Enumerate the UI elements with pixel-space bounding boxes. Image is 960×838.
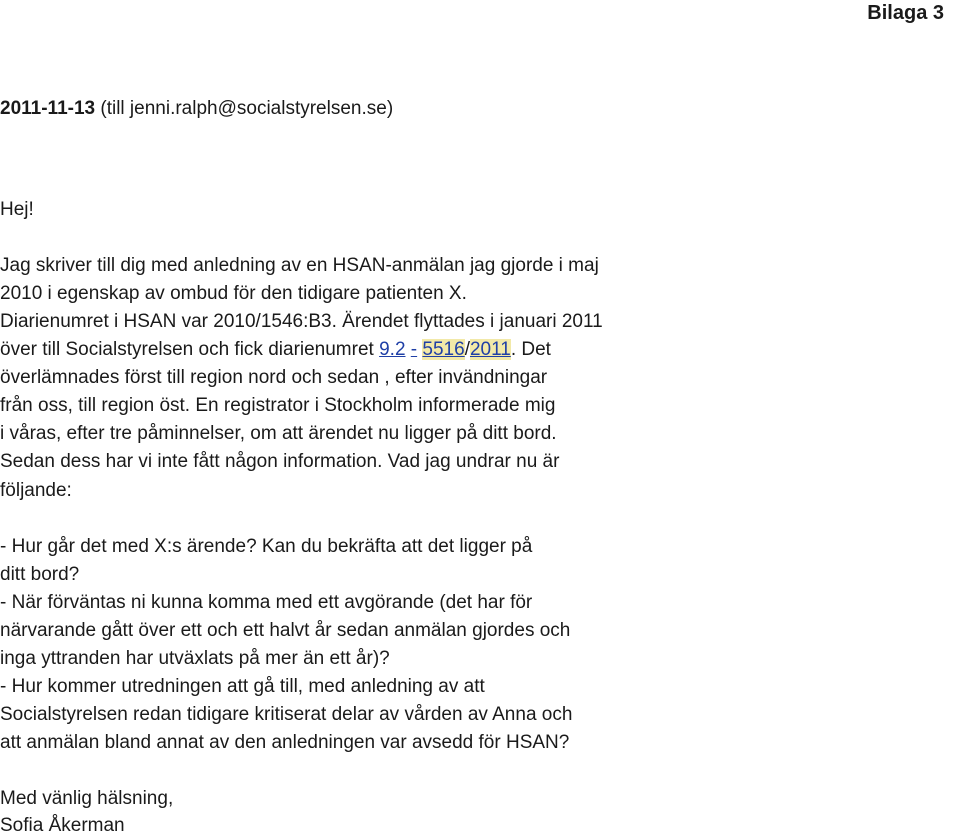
body-line: överlämnades först till region nord och sedan , efter invändningar <box>0 367 548 388</box>
email-date-line <box>0 97 393 121</box>
reference-dash-link[interactable]: - <box>410 339 418 360</box>
reference-number-line: över till Socialstyrelsen och fick diarienumret 9.2 - 5516/2011. Det <box>0 339 551 360</box>
body-text: . Det <box>510 339 551 360</box>
question-line: - Hur går det med X:s ärende? Kan du bekräfta att det ligger på <box>0 536 533 557</box>
email-date: 2011-11-13 <box>0 98 96 119</box>
question-line: - När förväntas ni kunna komma med ett avgörande (det har för <box>0 592 533 613</box>
signature: Sofia Åkerman <box>0 815 125 836</box>
reference-year-link[interactable]: 2011 <box>469 339 511 360</box>
question-line: Socialstyrelsen redan tidigare kritiserat delar av vården av Anna och <box>0 704 573 725</box>
body-line: Diarienumret i HSAN var 2010/1546:B3. Ärendet flyttades i januari 2011 <box>0 311 603 332</box>
body-line: Sedan dess har vi inte fått någon information. Vad jag undrar nu är <box>0 451 560 472</box>
question-line: närvarande gått över ett och ett halvt år sedan anmälan gjordes och <box>0 620 571 641</box>
body-line: i våras, efter tre påminnelser, om att ärendet nu ligger på ditt bord. <box>0 423 557 444</box>
body-text: över till Socialstyrelsen och fick diarienumret <box>0 339 380 360</box>
body-line: följande: <box>0 480 72 501</box>
closing: Med vänlig hälsning, <box>0 788 174 809</box>
email-recipient: (till jenni.ralph@socialstyrelsen.se) <box>95 98 394 119</box>
reference-part-link[interactable]: 9.2 <box>379 339 406 360</box>
body-line: Jag skriver till dig med anledning av en HSAN-anmälan jag gjorde i maj <box>0 255 599 276</box>
body-line: från oss, till region öst. En registrator i Stockholm informerade mig <box>0 395 556 416</box>
question-line: inga yttranden har utväxlats på mer än ett år)? <box>0 648 390 669</box>
attachment-label: Bilaga 3 <box>867 2 944 24</box>
question-line: att anmälan bland annat av den anledningen var avsedd för HSAN? <box>0 732 570 753</box>
question-line: ditt bord? <box>0 564 80 585</box>
body-line: 2010 i egenskap av ombud för den tidigare patienten X. <box>0 283 467 304</box>
reference-number-link[interactable]: 5516 <box>422 339 465 360</box>
question-line: - Hur kommer utredningen att gå till, med anledning av att <box>0 676 485 697</box>
greeting: Hej! <box>0 199 34 220</box>
